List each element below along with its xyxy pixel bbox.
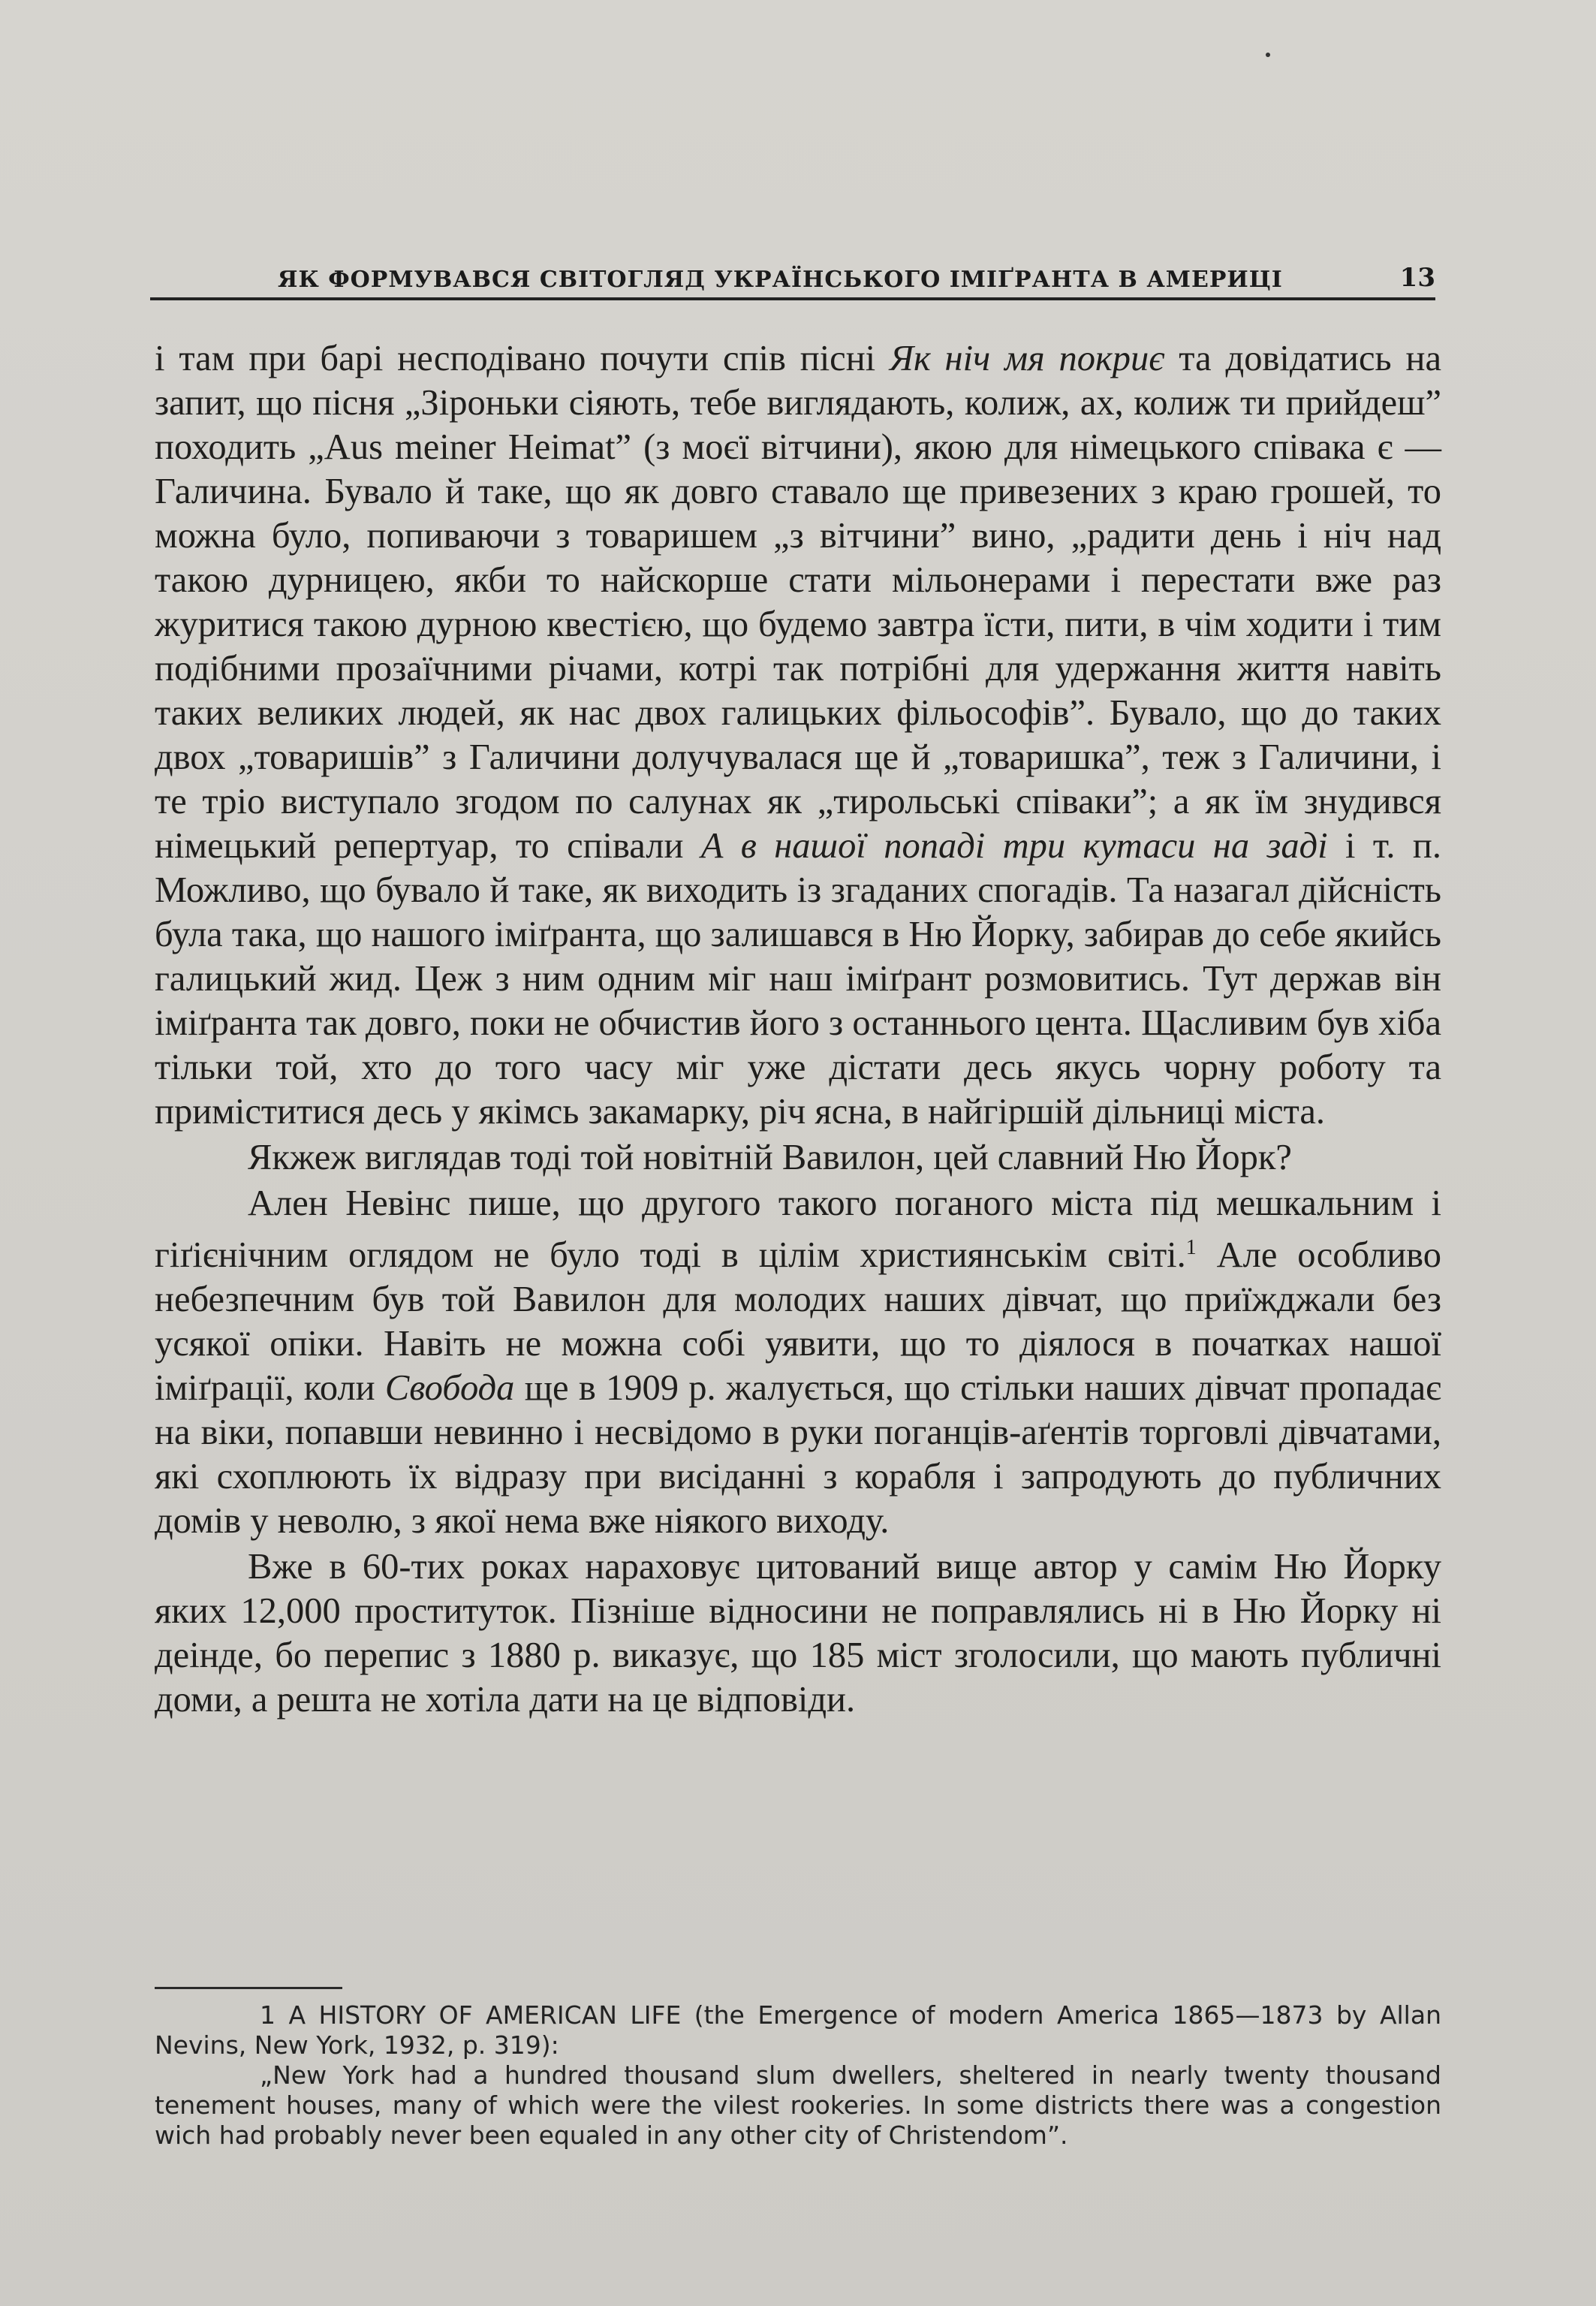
text-run: Але особливо небезпечним був той Вавилон для молодих наших дівчат, що приїжджали без усякої опіки. Навіть не можна собі уявити, що то діялося в початках нашої іміґрації, коли [155, 1235, 1441, 1409]
paragraph-1 [155, 336, 1441, 1134]
newspaper-title-italic: Свобода [384, 1368, 515, 1409]
footnote-1-quote: „New York had a hundred thousand slum dwellers, sheltered in nearly twenty thousand tenement houses, many of which were the vilest rookeries. In some districts there was a congestion wich had probably never been equaled in any other city of Christendom”. [155, 2060, 1441, 2150]
text-run: ще в 1909 р. жалується, що стільки наших дівчат пропадає на віки, попавши невинно і несвідомо в руки поганців-аґентів торговлі дівчатами, які схоплюють їх відразу при висіданні з корабля і запродують до публичних домів у неволю, з якої нема вже ніякого виходу. [155, 1368, 1441, 1542]
paragraph-4: Вже в 60-тих роках нараховує цитований вище автор у самім Ню Йорку яких 12,000 проституток. Пізніше відносини не поправлялись ні в Ню Йорку ні деінде, бо перепис з 1880 р. виказує, що 185 міст зголосили, що мають публичні доми, а решта не хотіла дати на це відповіди. [155, 1547, 1441, 1720]
footnote-divider [155, 1987, 342, 1989]
footnote-1-source: 1 A HISTORY OF AMERICAN LIFE (the Emergence of modern America 1865—1873 by Allan Nevins, New York, 1932, p. 319): [155, 2000, 1441, 2060]
text-run: і там при барі несподівано почути спів пісні [155, 339, 890, 378]
footnotes [155, 2000, 1441, 2151]
text-run: Ален Невінс пише, що другого такого поганого міста під мешкальним і гіґієнічним оглядом не було тоді в цілім християнськім світі. [155, 1183, 1441, 1276]
paragraph-3 [155, 1181, 1441, 1543]
running-header [150, 255, 1435, 300]
song-title-italic: А в нашої попаді три кутаси на заді [700, 826, 1328, 866]
text-run: та довідатись на запит, що пісня „Зіроньки сіяють, тебе виглядають, колиж, ах, колиж ти прийдеш” походить „Aus meiner Heimat” (з моєї вітчини), якою для німецького співака є — Галичина. Бувало й таке, що як довго ставало ще привезених з краю грошей, то можна було, попиваючи з товаришем „з вітчини” вино, „радити день і ніч над такою дурницею, якби то найскорше стати мільонерами і перестати вже раз журитися такою дурною квестією, що будемо завтра їсти, пити, в чім ходити і тим подібними прозаїчними річами, котрі так потрібні для удержання життя навіть таких великих людей, як нас двох галицьких фільософів”. Бувало, що до таких двох „товаришів” з Галичини долучувалася ще й „товаришка”, теж з Галичини, і те тріо виступало згодом по салунах як „тирольські співаки”; а як їм знудився німецький репертуар, то співали [155, 339, 1441, 866]
text-run: і т. п. Можливо, що бувало й таке, як виходить із згаданих спогадів. Та назагал дійсність була така, що нашого іміґранта, що залишався в Ню Йорку, забирав до себе якийсь галицький жид. Цеж з ним одним міг наш іміґрант розмовитись. Тут держав він іміґранта так довго, поки не обчистив його з останнього цента. Щасливим був хіба тільки той, хто до того часу міг уже дістати десь якусь чорну роботу та приміститися десь у якімсь закамарку, річ ясна, в найгіршій дільниці міста. [155, 826, 1442, 1132]
paragraph-2: Якжеж виглядав тоді той новітній Вавилон, цей славний Ню Йорк? [248, 1138, 1292, 1177]
running-title: ЯК ФОРМУВАВСЯ СВІТОГЛЯД УКРАЇНСЬКОГО ІМІҐРАНТА В АМЕРИЦІ [278, 267, 1283, 293]
footnote-marker: 1 [1185, 1236, 1197, 1259]
speck-mark [1266, 53, 1270, 57]
song-title-italic: Як ніч мя покриє [890, 339, 1165, 378]
main-text [155, 336, 1441, 1722]
page-number: 13 [1399, 263, 1435, 293]
